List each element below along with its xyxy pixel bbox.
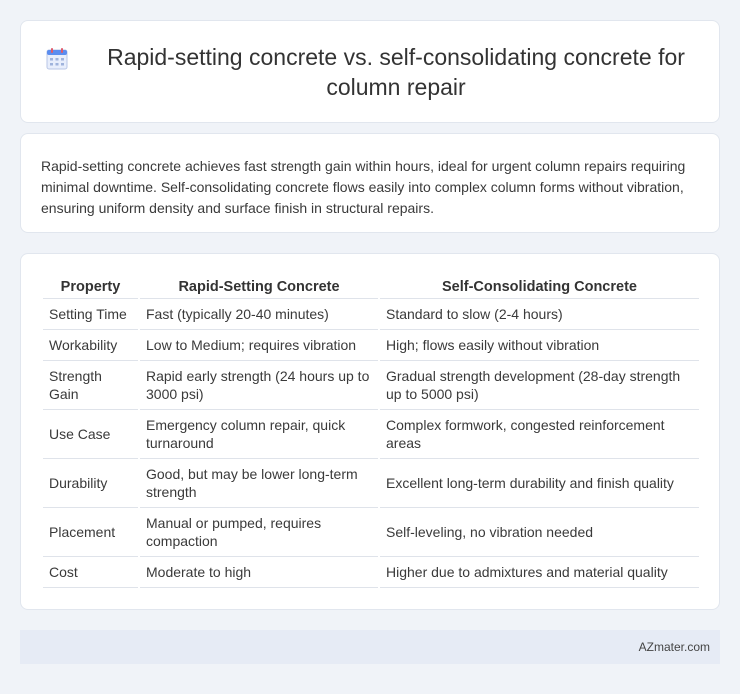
table-row xyxy=(43,299,699,330)
row-self-value: High; flows easily without vibration xyxy=(379,330,699,361)
header-rapid-setting: Rapid-Setting Concrete xyxy=(139,274,379,299)
footer-bar xyxy=(20,630,720,664)
table-header-row xyxy=(43,274,699,299)
row-property: Strength Gain xyxy=(43,361,139,410)
table-row xyxy=(43,361,699,410)
row-rapid-value: Fast (typically 20-40 minutes) xyxy=(139,299,379,330)
row-rapid-value: Rapid early strength (24 hours up to 3000 psi) xyxy=(139,361,379,410)
row-self-value: Gradual strength development (28-day strength up to 5000 psi) xyxy=(379,361,699,410)
row-self-value: Self-leveling, no vibration needed xyxy=(379,508,699,557)
header-self-consolidating: Self-Consolidating Concrete xyxy=(379,274,699,299)
table-row xyxy=(43,508,699,557)
comparison-table xyxy=(43,274,699,588)
row-rapid-value: Emergency column repair, quick turnaround xyxy=(139,410,379,459)
row-property: Workability xyxy=(43,330,139,361)
intro-card xyxy=(20,133,720,233)
row-property: Cost xyxy=(43,557,139,588)
header-property: Property xyxy=(43,274,139,299)
row-self-value: Standard to slow (2-4 hours) xyxy=(379,299,699,330)
table-row xyxy=(43,330,699,361)
row-property: Use Case xyxy=(43,410,139,459)
title-card xyxy=(20,20,720,123)
row-property: Durability xyxy=(43,459,139,508)
footer-brand[interactable]: AZmater.com xyxy=(638,640,710,654)
row-self-value: Excellent long-term durability and finish quality xyxy=(379,459,699,508)
page-title: Rapid-setting concrete vs. self-consolidating concrete for column repair xyxy=(107,43,685,100)
table-row xyxy=(43,557,699,588)
table-row xyxy=(43,410,699,459)
row-self-value: Complex formwork, congested reinforcement areas xyxy=(379,410,699,459)
row-rapid-value: Good, but may be lower long-term strength xyxy=(139,459,379,508)
row-property: Placement xyxy=(43,508,139,557)
row-property: Setting Time xyxy=(43,299,139,330)
table-row xyxy=(43,459,699,508)
intro-paragraph: Rapid-setting concrete achieves fast strength gain within hours, ideal for urgent column repairs requiring minimal downtime. Self-consolidating concrete flows easily into complex column forms without vibration, ensuring uniform density and surface finish in structural repairs. xyxy=(41,158,686,216)
row-rapid-value: Moderate to high xyxy=(139,557,379,588)
row-self-value: Higher due to admixtures and material quality xyxy=(379,557,699,588)
comparison-card xyxy=(20,253,720,610)
row-rapid-value: Low to Medium; requires vibration xyxy=(139,330,379,361)
row-rapid-value: Manual or pumped, requires compaction xyxy=(139,508,379,557)
